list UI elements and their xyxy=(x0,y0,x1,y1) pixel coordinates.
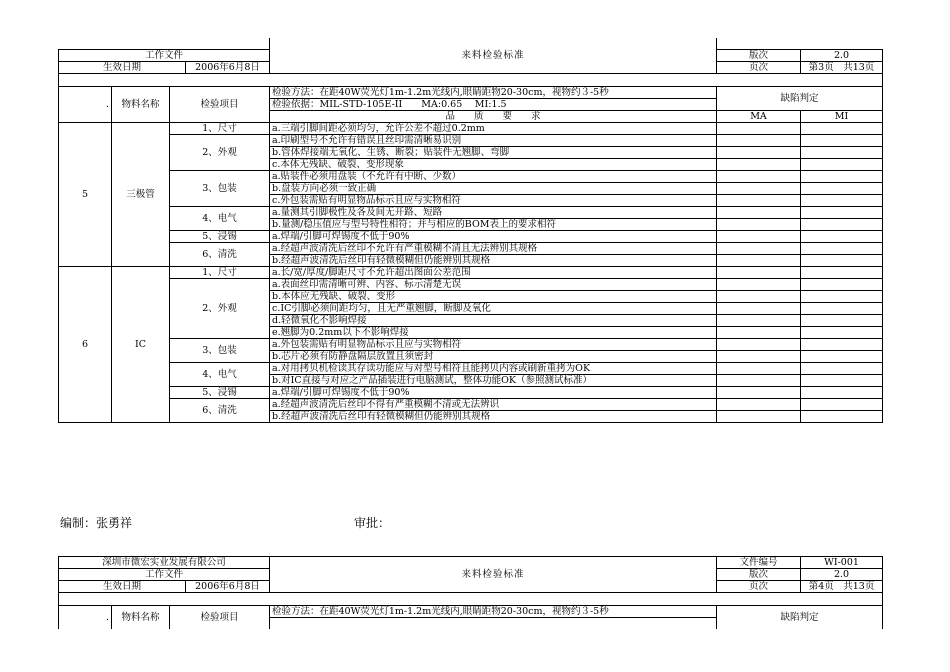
col-name-header: 物料名称 xyxy=(112,87,170,123)
page1-page-label: 页次 xyxy=(717,62,801,74)
quality-requirement: a.经超声波清洗后丝印不允许有严重模糊不清且无法辨别其规格 xyxy=(270,243,717,255)
col-item-header: 检验项目 xyxy=(170,87,270,123)
inspection-item: 4、电气 xyxy=(170,207,270,231)
page2-page-label: 页次 xyxy=(717,581,801,593)
quality-requirement: a.对用拷贝机检读其存读功能应与对型号相符且能拷贝内容或刷新重拷为OK xyxy=(270,363,717,375)
ma-cell xyxy=(717,255,801,267)
page2-defect-header: 缺陷判定 xyxy=(717,606,883,630)
inspection-item: 3、包装 xyxy=(170,339,270,363)
mi-cell xyxy=(801,279,883,291)
ma-cell xyxy=(717,339,801,351)
quality-requirement: c.IC引脚必须间距均匀，且无严重翘脚，断脚及氧化 xyxy=(270,303,717,315)
inspection-item: 6、清洗 xyxy=(170,399,270,423)
quality-requirement: d.轻微氧化不影响焊接 xyxy=(270,315,717,327)
page2-version: 2.0 xyxy=(801,569,883,581)
requirement-row xyxy=(59,171,883,183)
quality-requirement: b.本体应无残缺、破裂、变形 xyxy=(270,291,717,303)
mi-cell xyxy=(801,399,883,411)
inspection-item: 2、外观 xyxy=(170,279,270,339)
mi-cell xyxy=(801,159,883,171)
page2-col-name-header: 物料名称 xyxy=(112,606,170,630)
mi-cell xyxy=(801,219,883,231)
inspection-method: 检验方法：在距40W荧光灯1m-1.2m光线内,眼睛距物20-30cm，视物约３-5秒 xyxy=(270,87,717,99)
quality-requirement: c.外包装需贴有明显物品标示且应与实物相符 xyxy=(270,195,717,207)
mi-cell xyxy=(801,291,883,303)
quality-requirement: a.贴装件必须用盘装（不允许有中断、少数） xyxy=(270,171,717,183)
requirement-row xyxy=(59,363,883,375)
ma-cell xyxy=(717,219,801,231)
col-no-header: . xyxy=(59,87,112,123)
page2-col-item-header: 检验项目 xyxy=(170,606,270,630)
ma-cell xyxy=(717,267,801,279)
quality-requirement: b.芯片必须有防静盘隔层放置且须密封 xyxy=(270,351,717,363)
inspection-item: 6、清洗 xyxy=(170,243,270,267)
page2-effective-date: 2006年6月8日 xyxy=(186,581,270,593)
requirement-row xyxy=(59,399,883,411)
mi-cell xyxy=(801,147,883,159)
ma-cell xyxy=(717,327,801,339)
approver-label: 审批： xyxy=(354,516,391,530)
mi-cell xyxy=(801,231,883,243)
mi-cell xyxy=(801,267,883,279)
quality-requirement: a.印刷型号不允许有错误且丝印需清晰易识别 xyxy=(270,135,717,147)
ma-cell xyxy=(717,399,801,411)
mi-cell xyxy=(801,375,883,387)
inspection-item: 3、包装 xyxy=(170,171,270,207)
quality-requirement: a.焊端/引脚可焊锡度不低于90% xyxy=(270,387,717,399)
requirement-row xyxy=(59,279,883,291)
mi-header: MI xyxy=(801,111,883,123)
mi-cell xyxy=(801,327,883,339)
quality-requirement: b.量测/稳压值应与型号特性相符；并与相应的BOM表上的要求相符 xyxy=(270,219,717,231)
material-name: 三极管 xyxy=(112,123,170,267)
ma-cell xyxy=(717,351,801,363)
page2-doc-no-label: 文件编号 xyxy=(717,557,801,569)
mi-cell xyxy=(801,339,883,351)
ma-cell xyxy=(717,279,801,291)
quality-header: 品 质 要 求 xyxy=(270,111,717,123)
page2-company: 深圳市微宏实业发展有限公司 xyxy=(59,557,270,569)
ma-cell xyxy=(717,315,801,327)
ma-cell xyxy=(717,147,801,159)
requirement-row xyxy=(59,123,883,135)
ma-header: MA xyxy=(717,111,801,123)
mi-cell xyxy=(801,171,883,183)
inspection-item: 2、外观 xyxy=(170,135,270,171)
inspection-item: 5、浸锡 xyxy=(170,387,270,399)
quality-requirement: b.管体焊接端无氧化、生锈、断裂；贴装件无翘脚、弯脚 xyxy=(270,147,717,159)
mi-cell xyxy=(801,315,883,327)
mi-cell xyxy=(801,195,883,207)
mi-cell xyxy=(801,351,883,363)
requirement-row xyxy=(59,135,883,147)
inspection-item: 1、尺寸 xyxy=(170,123,270,135)
inspection-item: 4、电气 xyxy=(170,363,270,387)
ma-cell xyxy=(717,291,801,303)
ma-cell xyxy=(717,375,801,387)
page1-inspection-table xyxy=(58,86,883,423)
editor-label: 编制：张勇祥 xyxy=(60,516,133,530)
page1-version-label: 版次 xyxy=(717,50,801,62)
ma-cell xyxy=(717,123,801,135)
requirement-row xyxy=(59,231,883,243)
page2-col-no-header: . xyxy=(59,606,112,630)
mi-cell xyxy=(801,135,883,147)
ma-cell xyxy=(717,243,801,255)
quality-requirement: b.经超声波清洗后丝印有轻微模糊但仍能辨别其规格 xyxy=(270,255,717,267)
mi-cell xyxy=(801,303,883,315)
requirement-row xyxy=(59,207,883,219)
ma-cell xyxy=(717,207,801,219)
page1-doc-type: 工作文件 xyxy=(59,50,270,62)
mi-cell xyxy=(801,243,883,255)
requirement-row xyxy=(59,243,883,255)
page1-header xyxy=(58,38,883,87)
inspection-item: 1、尺寸 xyxy=(170,267,270,279)
mi-cell xyxy=(801,387,883,399)
quality-requirement: a.外包装需贴有明显物品标示且应与实物相符 xyxy=(270,339,717,351)
page2-header xyxy=(58,556,883,606)
page2-doc-no: WI-001 xyxy=(801,557,883,569)
quality-requirement: a.表面丝印需清晰可辨、内容、标示清楚无误 xyxy=(270,279,717,291)
page1-title: 来料检验标准 xyxy=(270,38,717,74)
mi-cell xyxy=(801,411,883,423)
inspection-item: 5、浸锡 xyxy=(170,231,270,243)
material-no: 6 xyxy=(59,267,112,423)
ma-cell xyxy=(717,363,801,375)
page2-title: 来料检验标准 xyxy=(270,557,717,593)
ma-cell xyxy=(717,159,801,171)
ma-cell xyxy=(717,411,801,423)
quality-requirement: b.对IC直接与对应之产品插装进行电脑测试，整体功能OK（参照测试标准） xyxy=(270,375,717,387)
ma-cell xyxy=(717,303,801,315)
quality-requirement: a.量测其引脚极性及各及间无开路、短路 xyxy=(270,207,717,219)
quality-requirement: e.翘脚为0.2mm以下不影响焊接 xyxy=(270,327,717,339)
page2-inspection-method: 检验方法：在距40W荧光灯1m-1.2m光线内,眼睛距物20-30cm，视物约３-5秒 xyxy=(270,606,717,618)
quality-requirement: a.经超声波清洗后丝印不得有严重模糊不清或无法辨识 xyxy=(270,399,717,411)
ma-cell xyxy=(717,231,801,243)
page2-page-value: 第4页 共13页 xyxy=(801,581,883,593)
page2-effective-date-label: 生效日期 xyxy=(59,581,186,593)
page1-version: 2.0 xyxy=(801,50,883,62)
ma-cell xyxy=(717,171,801,183)
material-name: IC xyxy=(112,267,170,423)
page1-sheet xyxy=(58,38,882,423)
mi-cell xyxy=(801,363,883,375)
mi-cell xyxy=(801,123,883,135)
page1-effective-date: 2006年6月8日 xyxy=(186,62,270,74)
page2-inspection-table xyxy=(58,605,883,629)
page2-sheet xyxy=(58,556,882,629)
inspection-basis: 检验依据：MIL-STD-105E-II MA:0.65 MI:1.5 xyxy=(270,99,717,111)
mi-cell xyxy=(801,255,883,267)
defect-header: 缺陷判定 xyxy=(717,87,883,111)
quality-requirement: a.焊端/引脚可焊锡度不低于90% xyxy=(270,231,717,243)
ma-cell xyxy=(717,183,801,195)
mi-cell xyxy=(801,183,883,195)
page2-doc-type: 工作文件 xyxy=(59,569,270,581)
mi-cell xyxy=(801,207,883,219)
quality-requirement: a.长/宽/厚度/脚距尺寸不允许超出图面公差范围 xyxy=(270,267,717,279)
material-no: 5 xyxy=(59,123,112,267)
ma-cell xyxy=(717,195,801,207)
requirement-row xyxy=(59,339,883,351)
quality-requirement: a.三端引脚间距必须均匀，允许公差不超过0.2mm xyxy=(270,123,717,135)
page1-page-value: 第3页 共13页 xyxy=(801,62,883,74)
quality-requirement: b.盘装方向必须一致正确 xyxy=(270,183,717,195)
ma-cell xyxy=(717,135,801,147)
page1-effective-date-label: 生效日期 xyxy=(59,62,186,74)
requirement-row xyxy=(59,267,883,279)
ma-cell xyxy=(717,387,801,399)
quality-requirement: c.本体无残缺、破裂、变形现象 xyxy=(270,159,717,171)
quality-requirement: b.经超声波清洗后丝印有轻微模糊但仍能辨别其规格 xyxy=(270,411,717,423)
requirement-row xyxy=(59,387,883,399)
page2-version-label: 版次 xyxy=(717,569,801,581)
